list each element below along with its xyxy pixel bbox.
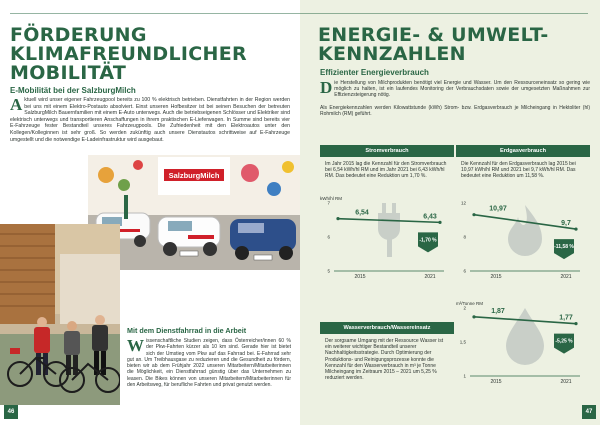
power-chart bbox=[320, 195, 454, 280]
x-tick-label: 2015 bbox=[354, 274, 366, 280]
y-tick-label: 6 bbox=[463, 268, 466, 274]
left-title-line: MOBILITÄT bbox=[10, 62, 127, 84]
data-point bbox=[472, 315, 475, 318]
section-rule bbox=[10, 13, 588, 14]
flame-icon bbox=[508, 205, 542, 256]
y-axis-label: kWh/hl RM bbox=[320, 196, 343, 201]
water-box-heading: Wasserverbrauch/Wassereinsatz bbox=[320, 322, 454, 334]
chart-svg bbox=[456, 300, 590, 385]
x-tick-label: 2021 bbox=[560, 274, 572, 280]
left-title-line: KLIMAFREUNDLICHER bbox=[10, 43, 247, 65]
change-label: -5,25 % bbox=[555, 338, 573, 345]
efficiency-heading: Effizienter Energieverbrauch bbox=[320, 68, 429, 77]
chart-svg bbox=[456, 195, 590, 280]
change-label: -1,70 % bbox=[419, 237, 437, 244]
gas-chart bbox=[456, 195, 590, 280]
y-tick-label: 1 bbox=[463, 373, 466, 379]
data-point bbox=[472, 213, 475, 216]
right-page bbox=[300, 0, 600, 425]
y-tick-label: 12 bbox=[460, 200, 466, 206]
y-tick-label: 7 bbox=[327, 200, 330, 206]
y-tick-label: 8 bbox=[463, 234, 466, 240]
x-tick-label: 2021 bbox=[424, 274, 436, 280]
bike-photo bbox=[0, 224, 120, 405]
emobility-paragraph: ktuell wird unser eigener Fahrzeugpool bereits zu 100 % elektrisch betrieben. Dienstfahrten in der Region werden bei uns mit einem Elektro-Postauto absolviert. Einst unseren Hofbesitzer ist bei seinen Besuchen der betreuten SalzburgMilch Bauernfamilien mit einem E-Auto unterwegs. Auch die betriebseigenen Schlösser und Elektriker sind elektrisch unterwegs und transportieren Anschaffungen in ihrem praktischen E-Lieferwagen. In Summe sind bereits vier E-Fahrzeuge fester Bestandteil unseres Fahrzeugpools. Die Zufriedenheit mit den Elektroautos unter den Kollegen/Kolleginnen ist sehr groß. So werden zukünftig auch unsere Dienstautos schrittweise auf E-Fahrzeuge umgestellt und die notwendige E-Ladeinfrastruktur wird ausgebaut. bbox=[10, 97, 290, 143]
salzburgmilch-sign: SalzburgMilch bbox=[168, 171, 220, 180]
y-tick-label: 1,5 bbox=[459, 339, 466, 345]
bike-paragraph: issenschaftliche Studien zeigen, dass Österreicher/innen 60 % der Pkw-Fahrten kürzer als 10 km sind. Gerade hier ist bietet sich der Umstieg vom Pkw auf das Fahrrad bei. E-Fahrrad sehr gut an. Um Treibhausgase zu reduzieren und die Gesundheit zu fördern, bieten wir ab dem Frühjahr 2022 unseren Mitarbeitern/Mitarbeiterinnen die Möglichkeit, ein Dienstfahrrad günstig über das Unternehmen zu leasen. Die Bikes können von unseren Mitarbeitern/Mitarbeiterinnen für den Arbeitsweg, für berufliche Fahrten und privat genutzt werden. bbox=[127, 338, 291, 389]
water-chart bbox=[456, 300, 590, 385]
emobility-text bbox=[10, 97, 290, 143]
water-box-text: Der sorgsame Umgang mit der Ressource Wasser ist ein weiterer wichtiger Bestandteil unserer Nachhaltigkeitsstrategie. Durch Optimierung der Produktions- und Reinigungsprozesse konnte die Kennzahl für den Wasserverbrauch in m³ je Tonne Milcheingang im Zeitraum 2015 – 2021 um 5,25 % reduziert werden. bbox=[320, 334, 454, 385]
data-point bbox=[574, 322, 577, 325]
water-box bbox=[320, 322, 454, 385]
dropcap: W bbox=[127, 336, 144, 355]
x-tick-label: 2015 bbox=[490, 274, 502, 280]
dropcap: A bbox=[10, 95, 23, 114]
left-title-line: FÖRDERUNG bbox=[10, 24, 147, 46]
efficiency-text-2: Als Energiekennzahlen werden Kilowattstunde (kWh) Strom- bzw. Erdgasverbrauch je Milcheingang in Hektoliter (hl) Rohmilch (RM) geführt. bbox=[320, 105, 590, 118]
y-axis-label: m³/Tonne RM bbox=[456, 301, 484, 306]
data-label: 6,54 bbox=[355, 209, 369, 217]
x-tick-label: 2015 bbox=[490, 379, 502, 385]
power-box-text: Im Jahr 2015 lag die Kennzahl für den Stromverbrauch bei 6,54 kWh/hl RM und im Jahr 2021 bei 6,43 kWh/hl RM. Das bedeutet eine Reduktion um 1,70 %. bbox=[320, 157, 454, 184]
left-title bbox=[10, 26, 247, 83]
data-point bbox=[336, 217, 339, 220]
efficiency-paragraph: ie Herstellung von Milchprodukten benötigt viel Energie und Wasser. Um den Ressourceneinsatz so gering wie möglich zu halten, ist ein laufendes Monitoring der Verbrauchsdaten sowie der umgesetzten Maßnahmen zur Effizienzsteigerung nötig. bbox=[334, 80, 590, 99]
bike-text bbox=[127, 338, 291, 388]
right-title bbox=[318, 26, 549, 64]
dropcap: D bbox=[320, 78, 333, 97]
data-label: 1,77 bbox=[559, 314, 573, 322]
y-tick-label: 5 bbox=[327, 268, 330, 274]
water-drop-icon bbox=[506, 308, 544, 365]
data-point bbox=[438, 221, 441, 224]
data-label: 10,97 bbox=[489, 205, 507, 213]
power-box-heading: Stromverbrauch bbox=[320, 145, 454, 157]
page-number: 46 bbox=[4, 405, 18, 419]
bike-heading: Mit dem Dienstfahrrad in die Arbeit bbox=[127, 326, 247, 335]
y-tick-label: 2 bbox=[463, 305, 466, 311]
gas-box bbox=[456, 145, 590, 184]
data-label: 1,87 bbox=[491, 307, 505, 315]
efficiency-text bbox=[320, 80, 590, 99]
page-number: 47 bbox=[582, 405, 596, 419]
power-plug-icon bbox=[378, 203, 400, 257]
y-tick-label: 6 bbox=[327, 234, 330, 240]
right-title-line: ENERGIE- & UMWELT- bbox=[318, 24, 549, 46]
emobility-heading: E-Mobilität bei der SalzburgMilch bbox=[10, 86, 136, 95]
x-tick-label: 2021 bbox=[560, 379, 572, 385]
data-point bbox=[574, 227, 577, 230]
data-label: 6,43 bbox=[423, 213, 437, 221]
gas-box-heading: Erdgasverbrauch bbox=[456, 145, 590, 157]
power-box bbox=[320, 145, 454, 184]
right-title-line: KENNZAHLEN bbox=[318, 43, 466, 65]
data-label: 9,7 bbox=[561, 220, 571, 228]
chart-svg bbox=[320, 195, 454, 280]
gas-box-text: Die Kennzahl für den Erdgasverbrauch lag 2015 bei 10,97 kWh/hl RM und 2021 bei 9,7 kWh/hl RM. Das bedeutet eine Reduktion um 11,58 %. bbox=[456, 157, 590, 184]
change-label: -11,58 % bbox=[554, 244, 574, 251]
